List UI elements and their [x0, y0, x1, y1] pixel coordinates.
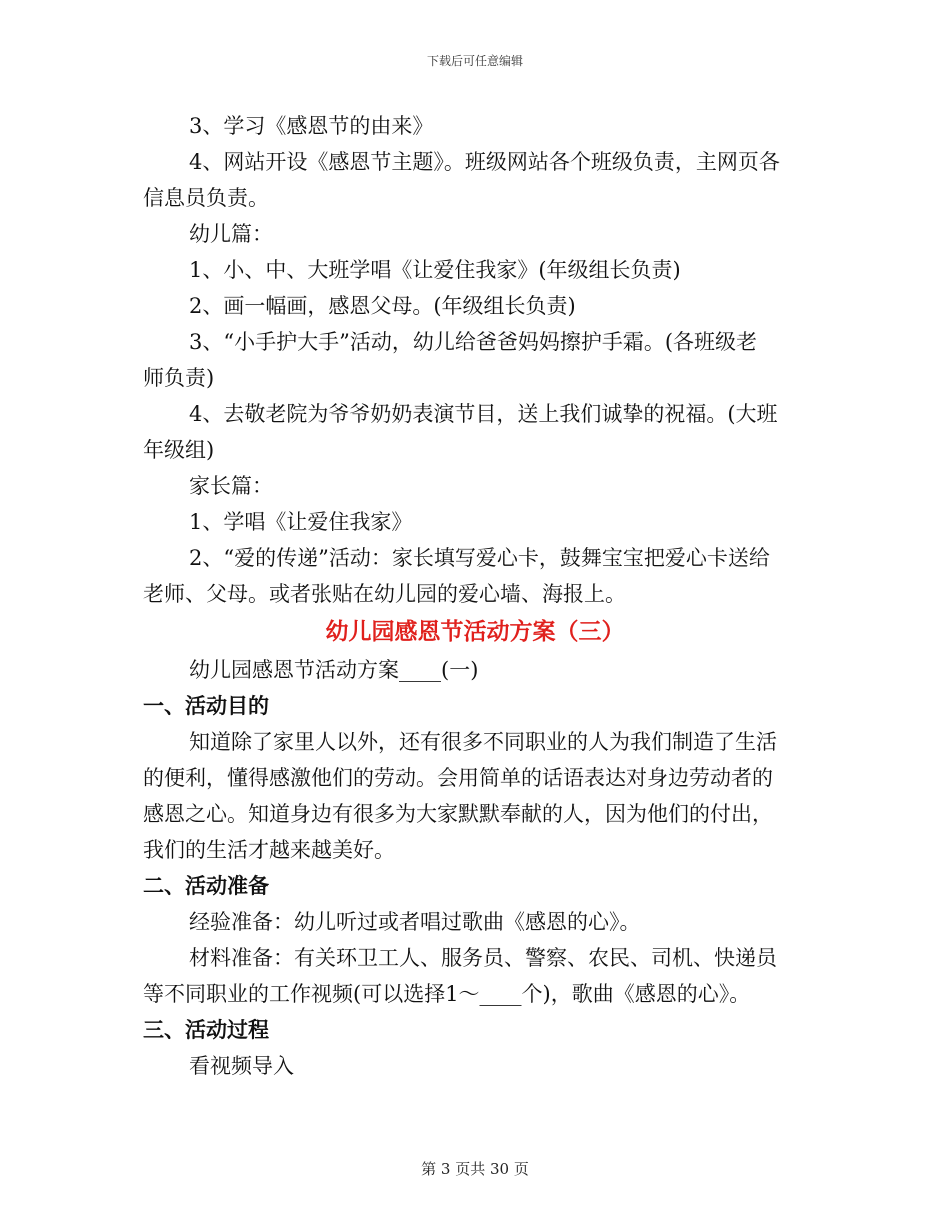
section-title: 幼儿园感恩节活动方案（三） [325, 618, 625, 645]
paragraph-line: 幼儿园感恩节活动方案____(一) [189, 658, 479, 682]
paragraph-line: 我们的生活才越来越美好。 [143, 838, 395, 862]
paragraph-line: 感恩之心。知道身边有很多为大家默默奉献的人，因为他们的付出， [143, 802, 773, 826]
paragraph-line: 3、学习《感恩节的由来》 [189, 114, 434, 138]
subheading: 家长篇： [189, 474, 273, 498]
paragraph-line: 1、小、中、大班学唱《让爱住我家》(年级组长负责) [189, 258, 681, 282]
paragraph-line: 2、画一幅画，感恩父母。(年级组长负责) [189, 294, 576, 318]
paragraph-line: 2、“爱的传递”活动：家长填写爱心卡，鼓舞宝宝把爱心卡送给 [189, 546, 770, 570]
paragraph-line: 老师、父母。或者张贴在幼儿园的爱心墙、海报上。 [143, 582, 626, 606]
subheading: 幼儿篇： [189, 222, 273, 246]
paragraph-line: 4、去敬老院为爷爷奶奶表演节目，送上我们诚挚的祝福。(大班 [189, 402, 778, 426]
section-heading: 三、活动过程 [143, 1017, 269, 1042]
paragraph-line: 看视频导入 [189, 1054, 294, 1078]
paragraph-line: 的便利，懂得感激他们的劳动。会用简单的话语表达对身边劳动者的 [143, 766, 773, 790]
paragraph-line: 经验准备：幼儿听过或者唱过歌曲《感恩的心》。 [189, 910, 641, 934]
page-footer: 第 3 页共 30 页 [421, 1160, 529, 1178]
paragraph-line: 材料准备：有关环卫工人、服务员、警察、农民、司机、快递员 [189, 946, 777, 970]
paragraph-line: 师负责) [143, 366, 215, 390]
document-body [143, 108, 807, 1084]
paragraph-line: 等不同职业的工作视频(可以选择1～____个)，歌曲《感恩的心》。 [143, 982, 751, 1006]
paragraph-line: 4、网站开设《感恩节主题》。班级网站各个班级负责，主网页各 [189, 150, 780, 174]
paragraph-line: 信息员负责。 [143, 186, 269, 210]
page-header: 下载后可任意编辑 [426, 54, 523, 68]
paragraph-line: 3、“小手护大手”活动，幼儿给爸爸妈妈擦护手霜。(各班级老 [189, 330, 758, 354]
paragraph-line: 知道除了家里人以外，还有很多不同职业的人为我们制造了生活 [189, 730, 777, 754]
section-heading: 二、活动准备 [143, 873, 269, 898]
paragraph-line: 年级组) [143, 438, 215, 462]
paragraph-line: 1、学唱《让爱住我家》 [189, 510, 413, 534]
section-heading: 一、活动目的 [143, 693, 269, 718]
